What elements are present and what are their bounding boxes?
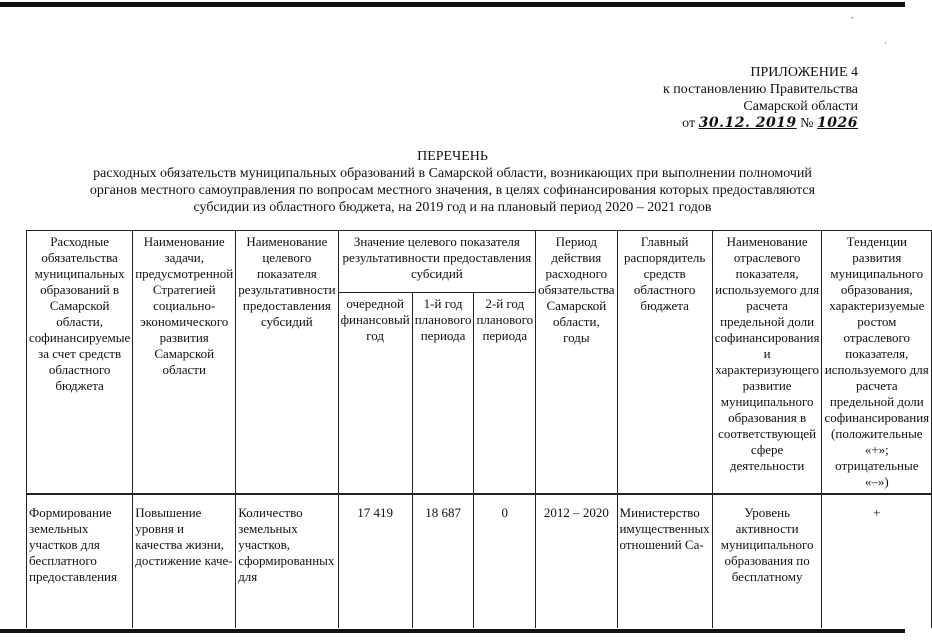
cell-administrator: Министерство имущественных отношений Са- [617,494,712,628]
title-heading: ПЕРЕЧЕНЬ [417,149,488,164]
annex-date-line [663,115,858,132]
header-plan-year-1: 1-й год планового периода [412,293,474,494]
header-row [27,231,932,293]
cell-obligation: Формирование земельных участков для бесплатного предоставления [27,494,133,628]
cell-sector-indicator: Уровень активности муниципального образования по бесплатному [712,494,822,628]
cell-plan-year-2: 0 [474,494,536,628]
annex-title: ПРИЛОЖЕНИЕ 4 [750,65,858,80]
document-title [0,148,905,216]
header-target-values: Значение целевого показателя результативности предоставления субсидий [338,231,536,293]
title-line: органов местного самоуправления по вопросам местного значения, в целях софинансирования которых предоставляются [89,183,816,198]
header-sector-indicator: Наименование отраслевого показателя, используемого для расчета предельной доли софинансирования и характеризующего развитие муниципального образования в соответствующей сфере деятельности [712,231,822,495]
cell-plan-year-1: 18 687 [412,494,474,628]
obligations-table [26,230,932,628]
cell-period: 2012 – 2020 [536,494,617,628]
header-administrator: Главный распорядитель средств областного бюджета [617,231,712,495]
header-period: Период действия расходного обязательства Самарской области, годы [536,231,617,495]
title-line: расходных обязательств муниципальных образований в Самарской области, возникающих при выполнении полномочий [93,166,812,181]
header-obligations: Расходные обязательства муниципальных образований в Самарской области, софинансируемые за счет средств областного бюджета [27,231,133,495]
number-prefix: № [800,116,814,131]
header-trends: Тенденции развития муниципального образования, характеризуемые ростом отраслевого показателя, используемого для расчета предельной доли софинансирования (положительные «+»; отрицательные «–») [822,231,932,495]
scan-mark: - [851,12,854,22]
annex-block [663,64,858,132]
header-current-year: очередной финансовый год [338,293,412,494]
cell-current-year: 17 419 [338,494,412,628]
scan-edge-bottom [0,629,905,633]
cell-trend: + [822,494,932,628]
cell-indicator: Количество земельных участков, сформированных для [236,494,338,628]
handwritten-date: 30.12. 2019 [698,115,797,131]
cell-task: Повышение уровня и качества жизни, достижение каче- [133,494,236,628]
table-row [27,494,932,628]
scan-edge-top [0,2,905,7]
annex-line: к постановлению Правительства [662,82,858,97]
title-line: субсидии из областного бюджета, на 2019 год и на плановый период 2020 – 2021 годов [193,200,712,215]
annex-line: Самарской области [743,99,858,114]
header-plan-year-2: 2-й год планового периода [474,293,536,494]
scan-mark: · [884,38,887,48]
handwritten-number: 1026 [817,115,858,131]
header-indicator: Наименование целевого показателя результативности предоставления субсидий [236,231,338,495]
date-prefix: от [682,116,696,131]
header-task: Наименование задачи, предусмотренной Стратегией социально-экономического развития Самарской области [133,231,236,495]
